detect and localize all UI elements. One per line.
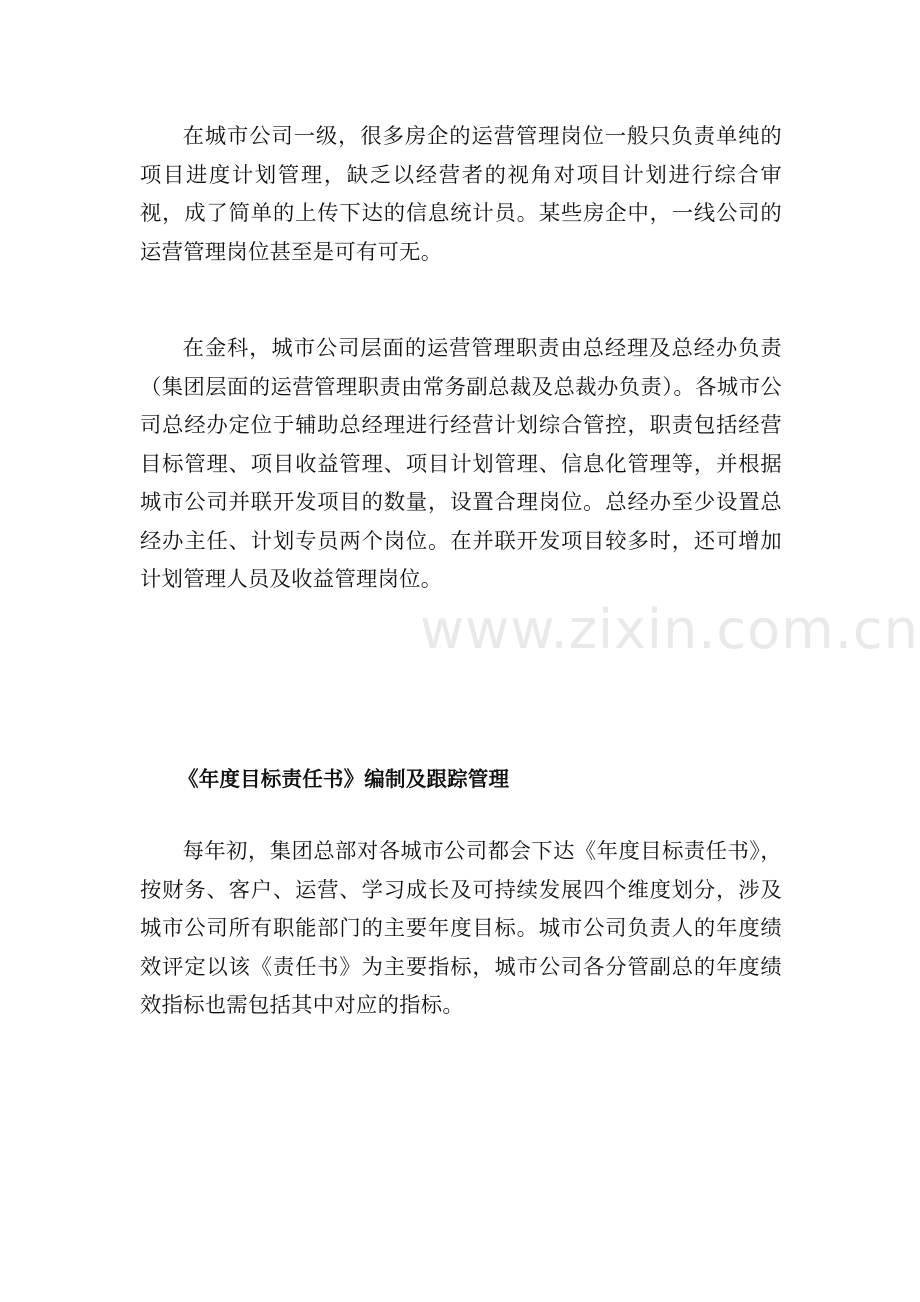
section-heading: 《年度目标责任书》编制及跟踪管理 [178,767,510,791]
paragraph-annual-target: 每年初，集团总部对各城市公司都会下达《年度目标责任书》，按财务、客户、运营、学习成长及可持续发展四个维度划分，涉及城市公司所有职能部门的主要年度目标。城市公司负责人的年度绩效评定以该《责任书》为主要指标，城市公司各分管副总的年度绩效指标也需包括其中对应的指标。 [140,839,782,1018]
paragraph-operations-city-level: 在城市公司一级，很多房企的运营管理岗位一般只负责单纯的项目进度计划管理，缺乏以经营者的视角对项目计划进行综合审视，成了简单的上传下达的信息统计员。某些房企中，一线公司的运营管理岗位甚至是可有可无。 [140,124,782,265]
paragraph-jinke-responsibilities: 在金科，城市公司层面的运营管理职责由总经理及总经办负责（集团层面的运营管理职责由常务副总裁及总裁办负责）。各城市公司总经办定位于辅助总经理进行经营计划综合管控，职责包括经营目标管理、项目收益管理、项目计划管理、信息化管理等，并根据城市公司并联开发项目的数量，设置合理岗位。总经办至少设置总经办主任、计划专员两个岗位。在并联开发项目较多时，还可增加计划管理人员及收益管理岗位。 [140,336,782,592]
watermark: www.zixin.com.cn [420,598,919,661]
